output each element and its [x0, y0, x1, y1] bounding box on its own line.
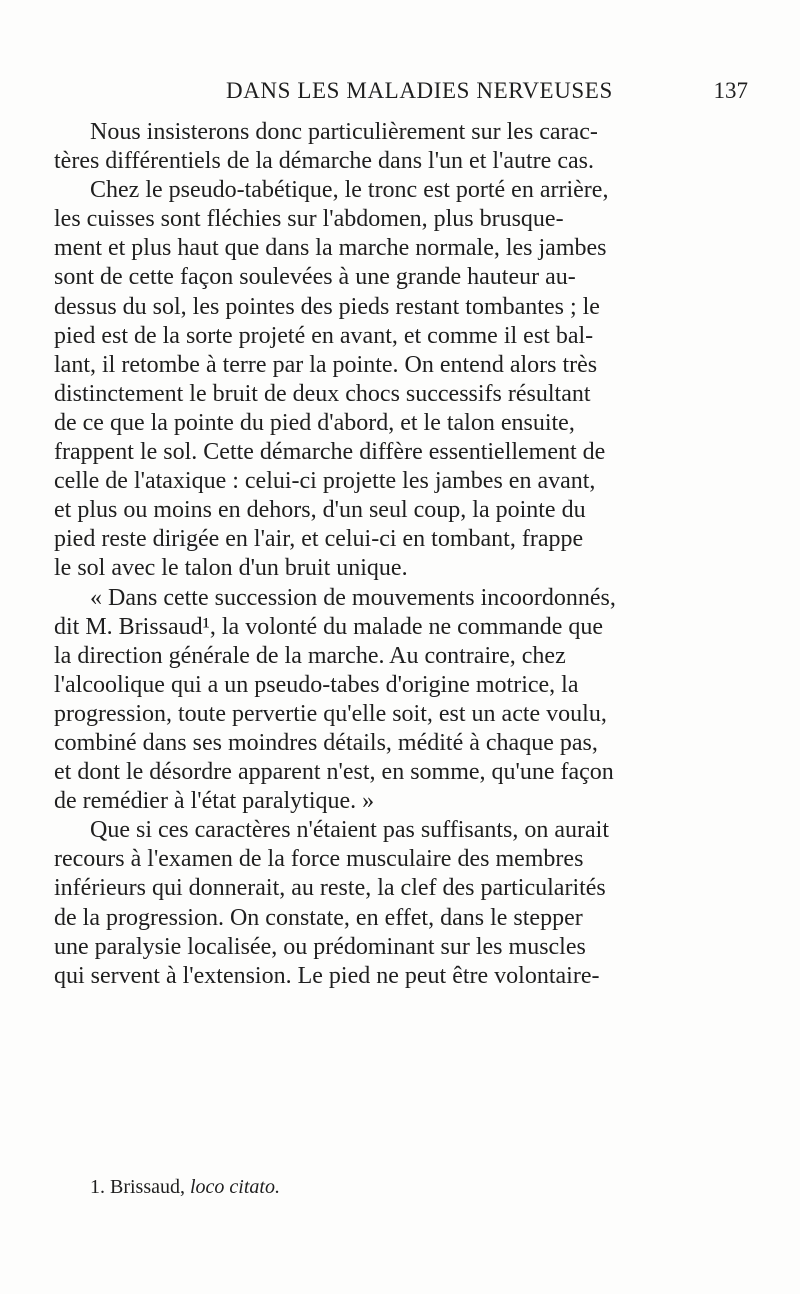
footnote-number: 1. — [90, 1176, 105, 1198]
text-line: recours à l'examen de la force musculaire des membres — [54, 846, 584, 873]
text-line: pied est de la sorte projeté en avant, et comme il est bal- — [54, 322, 594, 349]
running-head: DANS LES MALADIES NERVEUSES — [226, 78, 613, 103]
text-line: de la progression. On constate, en effet, dans le stepper — [54, 904, 583, 931]
text-line: la direction générale de la marche. Au contraire, chez — [54, 642, 566, 669]
text-line: dessus du sol, les pointes des pieds restant tombantes ; le — [54, 293, 600, 320]
text-line: tères différentiels de la démarche dans l'un et l'autre cas. — [54, 148, 594, 175]
text-line: combiné dans ses moindres détails, médité à chaque pas, — [54, 729, 598, 756]
text-line: et dont le désordre apparent n'est, en somme, qu'une façon — [54, 759, 614, 786]
text-line: les cuisses sont fléchies sur l'abdomen, plus brusque- — [54, 206, 564, 233]
footnote-citation: loco citato. — [190, 1176, 280, 1198]
text-line: l'alcoolique qui a un pseudo-tabes d'origine motrice, la — [54, 671, 579, 698]
text-line: de remédier à l'état paralytique. » — [54, 788, 375, 815]
text-line: progression, toute pervertie qu'elle soit, est un acte voulu, — [54, 700, 607, 727]
page-header — [148, 78, 748, 110]
text-line: qui servent à l'extension. Le pied ne peut être volontaire- — [54, 962, 600, 989]
text-line: le sol avec le talon d'un bruit unique. — [54, 555, 408, 582]
body-text — [54, 118, 750, 991]
text-line: distinctement le bruit de deux chocs successifs résultant — [54, 380, 591, 407]
footnote-author: Brissaud, — [110, 1176, 185, 1198]
text-line: et plus ou moins en dehors, d'un seul coup, la pointe du — [54, 497, 586, 524]
text-line: frappent le sol. Cette démarche diffère essentiellement de — [54, 439, 606, 466]
text-line: sont de cette façon soulevées à une grande hauteur au- — [54, 264, 576, 291]
text-line: Chez le pseudo-tabétique, le tronc est porté en arrière, — [90, 177, 609, 204]
text-line: pied reste dirigée en l'air, et celui-ci en tombant, frappe — [54, 526, 584, 553]
page-number: 137 — [713, 78, 748, 103]
text-line: celle de l'ataxique : celui-ci projette les jambes en avant, — [54, 468, 596, 495]
text-line: une paralysie localisée, ou prédominant sur les muscles — [54, 933, 586, 960]
text-line: Que si ces caractères n'étaient pas suffisants, on aurait — [90, 817, 610, 844]
footnote — [90, 1176, 280, 1199]
text-line: de ce que la pointe du pied d'abord, et le talon ensuite, — [54, 409, 575, 436]
text-line: Nous insisterons donc particulièrement sur les carac- — [90, 119, 598, 145]
text-line: « Dans cette succession de mouvements incoordonnés, — [90, 584, 616, 611]
text-line: ment et plus haut que dans la marche normale, les jambes — [54, 235, 607, 262]
text-line: lant, il retombe à terre par la pointe. On entend alors très — [54, 351, 598, 378]
text-line: inférieurs qui donnerait, au reste, la clef des particularités — [54, 875, 606, 902]
text-line: dit M. Brissaud¹, la volonté du malade ne commande que — [54, 613, 604, 640]
